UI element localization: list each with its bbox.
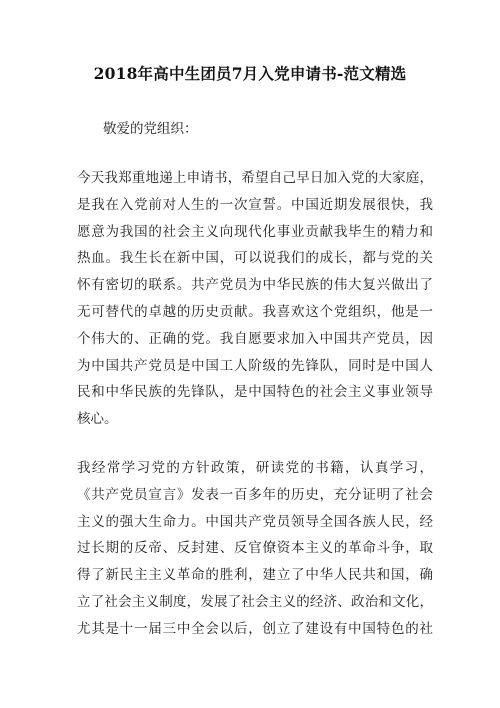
document-title: 2018年高中生团员7月入党申请书-范文精选 <box>93 64 407 83</box>
paragraph-line: 尤其是十一届三中全会以后，创立了建设有中国特色的社 <box>77 620 433 637</box>
paragraph-line: 怀有密切的联系。共产党员为中华民族的伟大复兴做出了 <box>77 277 433 294</box>
paragraph-line: 是我在入党前对人生的一次宣誓。中国近期发展很快，我 <box>77 196 433 213</box>
paragraph-line: 个伟大的、正确的党。我自愿要求加入中国共产党员，因 <box>77 330 433 347</box>
salutation: 敬爱的党组织： <box>103 121 198 137</box>
paragraph-line: 愿意为我国的社会主义向现代化事业贡献我毕生的精力和 <box>77 223 433 240</box>
paragraph-line: 无可替代的卓越的历史贡献。我喜欢这个党组织，他是一 <box>77 303 433 320</box>
paragraph-line: 为中国共产党员是中国工人阶级的先锋队，同时是中国人 <box>77 357 433 374</box>
paragraph-2 <box>77 455 433 643</box>
paragraph-line: 过长期的反帝、反封建、反官僚资本主义的革命斗争，取 <box>77 540 433 557</box>
paragraph-line: 得了新民主主义革命的胜利，建立了中华人民共和国，确 <box>77 567 433 584</box>
paragraph-line: 《共产党员宣言》发表一百多年的历史，充分证明了社会 <box>77 486 433 503</box>
paragraph-line: 民和中华民族的先锋队，是中国特色的社会主义事业领导 <box>77 384 433 401</box>
paragraph-line: 核心。 <box>77 411 118 428</box>
paragraph-line: 热血。我生长在新中国，可以说我们的成长，都与党的关 <box>77 250 433 267</box>
paragraph-line: 立了社会主义制度，发展了社会主义的经济、政治和文化， <box>77 593 433 610</box>
paragraph-line: 我经常学习党的方针政策，研读党的书籍，认真学习， <box>77 460 433 476</box>
paragraph-line: 今天我郑重地递上申请书，希望自己早日加入党的大家庭， <box>77 170 433 186</box>
paragraph-1 <box>77 165 433 433</box>
paragraph-line: 主义的强大生命力。中国共产党员领导全国各族人民，经 <box>77 513 433 530</box>
